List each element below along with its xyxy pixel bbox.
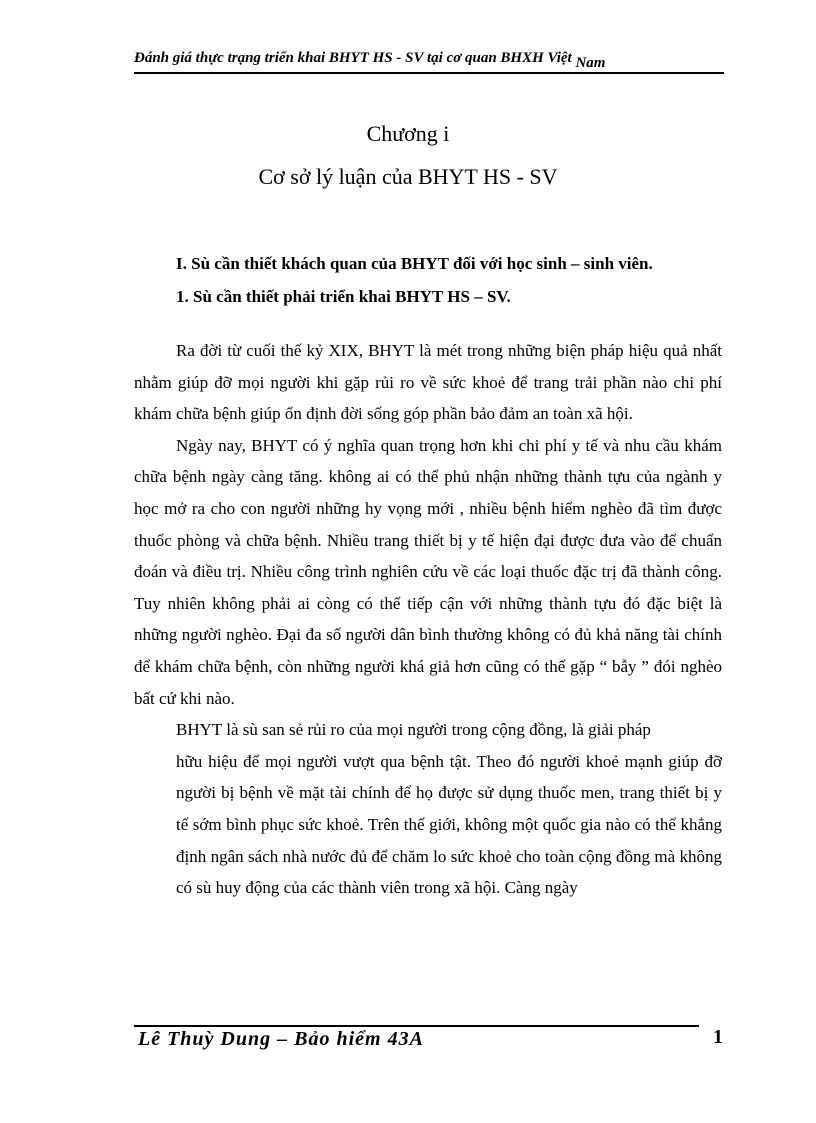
footer-rule (134, 1025, 699, 1027)
paragraph: hữu hiệu để mọi người vượt qua bệnh tật. Theo đó người khoẻ mạnh giúp đỡ người bị bệnh về mặt tài chính để họ được sử dụng thuốc men, trang thiết bị y tế sớm bình phục sức khoẻ. Trên thế giới, không một quốc gia nào có thể khẳng định ngân sách nhà nước đủ để chăm lo sức khoẻ cho toàn cộng đồng mà không có sù huy động của các thành viên trong xã hội. Càng ngày (176, 751, 722, 898)
section-heading: I. Sù cần thiết khách quan của BHYT đối với học sinh – sinh viên. (176, 254, 653, 273)
paragraph: Ngày nay, BHYT có ý nghĩa quan trọng hơn khi chi phí y tế và nhu cầu khám chữa bệnh ngày càng tăng. không ai có thể phủ nhận những thành tựu của ngành y học mở ra cho con người những hy vọng mới , nhiều bệnh hiểm nghèo đã tìm được thuốc phòng và chữa bệnh. Nhiều trang thiết bị y tế hiện đại được đưa vào để chuẩn đoán và điều trị. Nhiều công trình nghiên cứu về các loại thuốc đặc trị đã thành công. Tuy nhiên không phải ai còng có thể tiếp cận với những thành tựu đó đặc biệt là những người nghèo. Đại đa số người dân bình thường không có đủ khả năng tài chính để khám chữa bệnh, còn những người khá giả hơn cũng có thể gặp “ bẫy ” đói nghèo bất cứ khi nào. (134, 435, 722, 708)
running-header (134, 50, 724, 71)
header-rule (134, 72, 724, 74)
running-header-title: Đánh giá thực trạng triển khai BHYT HS - SV tại cơ quan BHXH Việt (134, 50, 572, 66)
body-text (134, 335, 722, 904)
chapter-title: Cơ sở lý luận của BHYT HS - SV (258, 164, 558, 189)
paragraph: Ra đời từ cuối thế kỷ XIX, BHYT là mét trong những biện pháp hiệu quả nhất nhằm giúp đỡ mọi người khi gặp rủi ro về sức khoẻ để trang trải phần nào chi phí khám chữa bệnh giúp ổn định đời sống góp phần bảo đảm an toàn xã hội. (134, 341, 722, 424)
page-number: 1 (713, 1026, 723, 1048)
footer-author: Lê Thuỳ Dung – Bảo hiểm 43A (138, 1028, 424, 1050)
paragraph: BHYT là sù san sẻ rủi ro của mọi người trong cộng đồng, là giải pháp (176, 720, 651, 740)
chapter-number: Chương i (366, 121, 450, 146)
subsection-heading: 1. Sù cần thiết phải triển khai BHYT HS – SV. (176, 287, 511, 306)
running-header-last-word: Nam (575, 55, 606, 71)
